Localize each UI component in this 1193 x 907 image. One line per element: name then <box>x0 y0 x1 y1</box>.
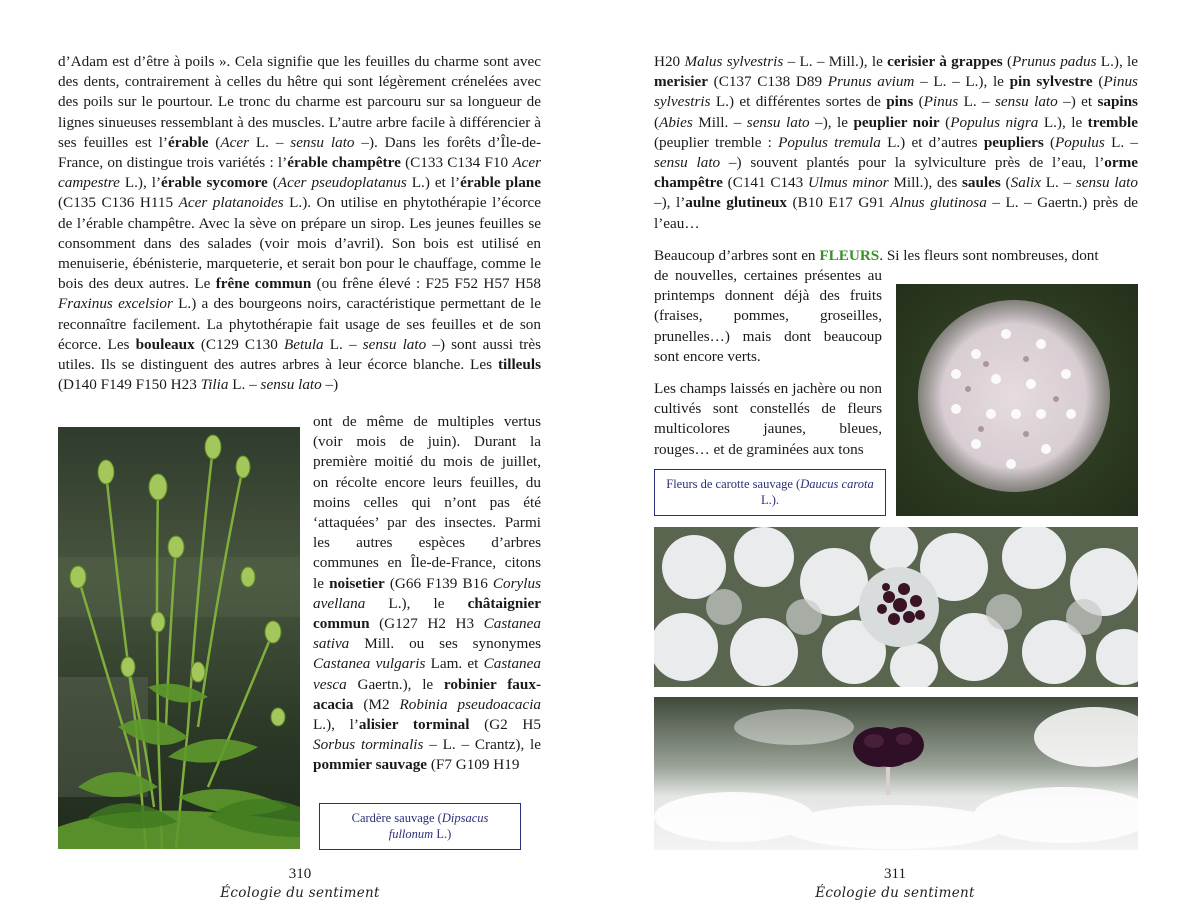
teasel-caption <box>319 803 521 850</box>
caption-species: Dipsacus fullonum <box>388 811 489 841</box>
page-number-right: 311 <box>884 866 906 882</box>
footer-right: Écologie du sentiment <box>815 885 975 901</box>
caption-species: Daucus carota <box>800 477 874 491</box>
page-number-left: 310 <box>288 866 312 882</box>
right-body-column: de nouvelles, certaines présentes au printemps donnent déjà des fruits (fraises, pommes, groseilles, prunelles…) mais dont beaucoup sont encore verts. Les champs laissés en jachère ou non cultivés sont constellés de fleurs multicolores jaunes, bleues, rouges… et de graminées aux tons <box>654 267 882 458</box>
carrot-caption <box>654 469 886 516</box>
teasel-photo <box>58 427 300 849</box>
footer-left: Écologie du sentiment <box>220 885 380 901</box>
caption-text: Cardère sauvage ( <box>351 811 442 825</box>
left-page <box>0 0 596 907</box>
caption-end: L.) <box>433 826 452 841</box>
left-body-column: ont de même de multiples vertus (voir mois de juin). Durant la première moitié du mois de juillet, on récolte encore leurs feuilles, du moins celles qui n’ont pas été ‘attaquées’ par des insectes. Parmi les autres espèces d’arbres communes en Île-de-France, citons le noisetier (G66 F139 B16 Corylus avellana L.), le châtaignier commun (G127 H2 H3 Castanea sativa Mill. ou ses synonymes Castanea vulgaris Lam. et Castanea vesca Gaertn.), le robinier faux-acacia (M2 Robinia pseudoacacia L.), l’alisier torminal (G2 H5 Sorbus torminalis – L. – Crantz), le pommier sauvage (F7 G109 H19 <box>313 413 542 774</box>
carrot-flower-photo-bottom <box>654 697 1138 850</box>
right-fleurs-line: Beaucoup d’arbres sont en FLEURS. Si les fleurs sont nombreuses, dont <box>654 247 1099 264</box>
carrot-flower-photo-middle <box>654 527 1138 687</box>
left-body-top: d’Adam est d’être à poils ». Cela signifie que les feuilles du charme sont avec des dents, contrairement à celles du hêtre qui sont légèrement crénelées avec des poils sur le pourtour. Le tronc du charme est parcouru sur sa longueur de lignes sinueuses ressemblant à des muscles. L’autre arbre facile à différencier à ses feuilles est l’érable (Acer L. – sensu lato –). Dans les forêts d’Île-de-France, on distingue trois variétés : l’érable champêtre (C133 C134 F10 Acer campestre L.), l’érable sycomore (Acer pseudoplatanus L.) et l’érable plane (C135 C136 H115 Acer platanoides L.). On utilise en phytothérapie l’écorce de l’érable champêtre. Avec la sève on prépare un sirop. Les jeunes feuilles se consomment dans des salades (voir mois d’avril). Son bois est utilisé en menuiserie, ébénisterie, marqueterie, et serait bon pour le chauffage, comme le bois des deux autres. Le frêne commun (ou frêne élevé : F25 F52 H57 H58 Fraxinus excelsior L.) a des bourgeons noirs, caractéristique permettant de le reconnaître facilement. La phytothérapie fait usage de ses feuilles et de son écorce. Les bouleaux (C129 C130 Betula L. – sensu lato –) sont aussi très utiles. Ils se distinguent des autres arbres à leur écorce blanche. Les tilleuls (D140 F149 F150 H23 Tilia L. – sensu lato –) <box>58 53 542 394</box>
carrot-flower-photo-top <box>896 284 1138 516</box>
caption-text: Fleurs de carotte sauvage ( <box>666 477 801 491</box>
right-body-top: H20 Malus sylvestris – L. – Mill.), le cerisier à grappes (Prunus padus L.), le merisier (C137 C138 D89 Prunus avium – L. – L.), le pin sylvestre (Pinus sylvestris L.) et différentes sortes de pins (Pinus L. – sensu lato –) et sapins (Abies Mill. – sensu lato –), le peuplier noir (Populus nigra L.), le tremble (peuplier tremble : Populus tremula L.) et d’autres peupliers (Populus L. – sensu lato –) souvent plantés pour la sylviculture près de l’eau, l’orme champêtre (C141 C143 Ulmus minor Mill.), des saules (Salix L. – sensu lato –), l’aulne glutineux (B10 E17 G91 Alnus glutinosa – L. – Gaertn.) près de l’eau… <box>654 53 1139 232</box>
right-page <box>597 0 1193 907</box>
caption-end: L.). <box>760 492 780 507</box>
